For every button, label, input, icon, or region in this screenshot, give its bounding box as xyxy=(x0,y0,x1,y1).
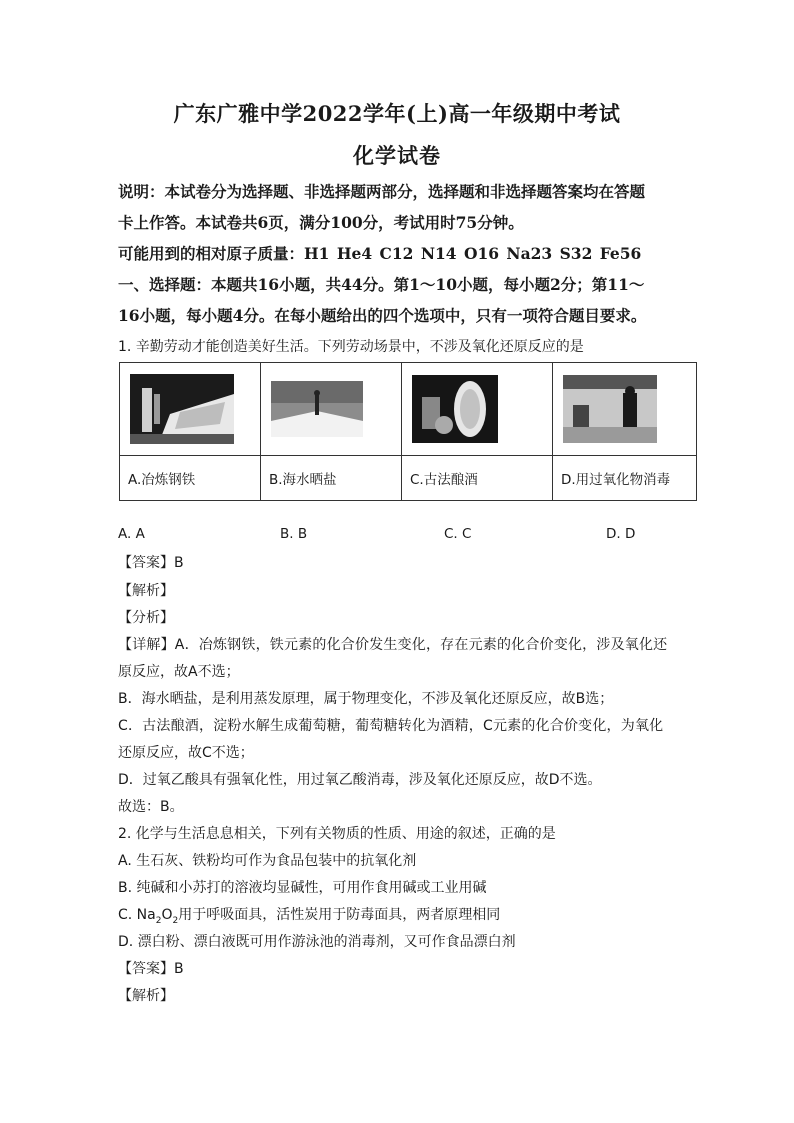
disinfection-picture xyxy=(563,375,657,443)
q1-image-cell-d xyxy=(553,363,697,456)
q1-fenxi-heading: 【分析】 xyxy=(118,610,174,626)
sea-salt-image xyxy=(271,381,363,437)
q1-label-d: D.用过氧化物消毒 xyxy=(553,456,697,501)
page-title: 广东广雅中学2022学年(上)高一年级期中考试 xyxy=(173,101,621,126)
steel-smelting-picture xyxy=(130,374,234,444)
q1-label-c: C.古法酿酒 xyxy=(402,456,553,501)
q2-option-c-sub-2: 2 xyxy=(172,915,179,926)
q1-image-cell-c xyxy=(402,363,553,456)
q1-label-a: A.冶炼钢铁 xyxy=(120,456,261,501)
steel-smelting-image xyxy=(130,374,234,444)
section-heading-line-2: 16小题，每小题4分。在每小题给出的四个选项中，只有一项符合题目要求。 xyxy=(118,306,647,325)
q1-analysis-heading: 【解析】 xyxy=(118,583,174,599)
q1-detail-line-2: 原反应，故A不选； xyxy=(118,664,240,680)
q1-option-d: D. D xyxy=(606,526,636,542)
q1-image-cell-a xyxy=(120,363,261,456)
q1-answer: 【答案】B xyxy=(118,555,184,571)
q2-option-c-text: 用于呼吸面具，活性炭用于防毒面具，两者原理相同 xyxy=(178,907,501,923)
ancient-brewing-picture xyxy=(412,375,498,443)
q1-conclusion: 故选：B。 xyxy=(118,799,184,815)
q1-option-c: C. C xyxy=(444,526,472,542)
atomic-mass-line: 可能用到的相对原子质量：H1 He4 C12 N14 O16 Na23 S32 Fe56 xyxy=(118,244,642,263)
q2-option-c xyxy=(118,904,500,926)
q1-detail-line-4: C．古法酿酒，淀粉水解生成葡萄糖，葡萄糖转化为酒精，C元素的化合价变化，为氧化 xyxy=(118,718,664,734)
q2-option-d: D. 漂白粉、漂白液既可用作游泳池的消毒剂，又可作食品漂白剂 xyxy=(118,934,516,950)
ancient-brewing-image xyxy=(412,375,498,443)
instructions-line-2: 卡上作答。本试卷共6页，满分100分，考试用时75分钟。 xyxy=(118,213,524,232)
q2-option-b: B. 纯碱和小苏打的溶液均显碱性，可用作食用碱或工业用碱 xyxy=(118,880,487,896)
q2-option-c-sub-1: 2 xyxy=(155,915,162,926)
disinfection-image xyxy=(563,375,657,443)
q2-stem: 2. 化学与生活息息相关，下列有关物质的性质、用途的叙述，正确的是 xyxy=(118,826,556,842)
section-heading-line-1: 一、选择题：本题共16小题，共44分。第1～10小题，每小题2分；第11～ xyxy=(118,275,645,294)
q2-analysis-heading: 【解析】 xyxy=(118,988,174,1004)
q2-option-c-prefix: C. Na xyxy=(118,907,156,923)
q1-label-b: B.海水晒盐 xyxy=(261,456,402,501)
q1-option-b: B. B xyxy=(280,526,308,542)
sea-salt-picture xyxy=(271,381,363,437)
q1-scene-table xyxy=(119,362,697,501)
q2-answer: 【答案】B xyxy=(118,961,184,977)
page-subtitle: 化学试卷 xyxy=(353,143,441,168)
q1-stem: 1. 辛勤劳动才能创造美好生活。下列劳动场景中，不涉及氧化还原反应的是 xyxy=(118,339,584,355)
q1-detail-line-5: 还原反应，故C不选； xyxy=(118,745,254,761)
q1-detail-line-6: D．过氧乙酸具有强氧化性，用过氧乙酸消毒，涉及氧化还原反应，故D不选。 xyxy=(118,772,602,788)
q2-option-a: A. 生石灰、铁粉均可作为食品包装中的抗氧化剂 xyxy=(118,853,417,869)
q1-detail-line-1: 【详解】A．冶炼钢铁，铁元素的化合价发生变化，存在元素的化合价变化，涉及氧化还 xyxy=(118,637,668,653)
q2-option-c-oxygen: O xyxy=(161,907,173,923)
instructions-line-1: 说明：本试卷分为选择题、非选择题两部分，选择题和非选择题答案均在答题 xyxy=(118,182,646,201)
q1-option-a: A. A xyxy=(118,526,145,542)
q1-detail-line-3: B．海水晒盐，是利用蒸发原理，属于物理变化，不涉及氧化还原反应，故B选； xyxy=(118,691,614,707)
q1-image-cell-b xyxy=(261,363,402,456)
